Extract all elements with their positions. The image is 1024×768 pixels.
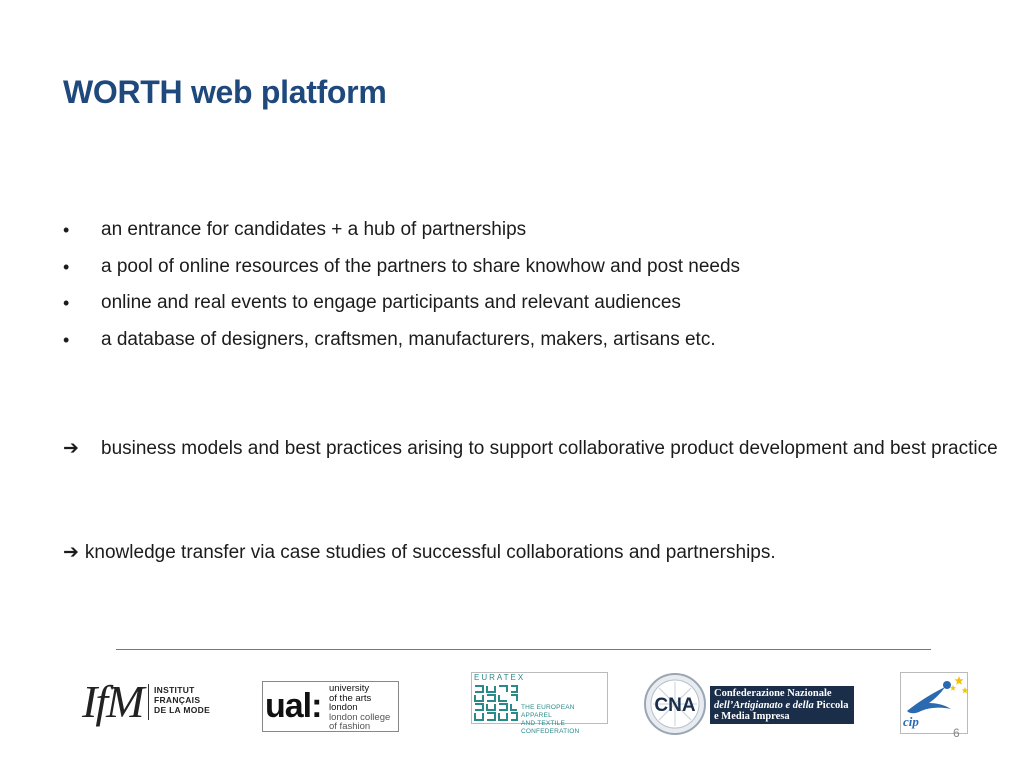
cna-text-line: Confederazione Nazionale bbox=[714, 688, 832, 699]
bullet-list bbox=[63, 212, 963, 358]
cna-mark: CNA bbox=[654, 695, 696, 716]
arrow-point-text: business models and best practices arising to support collaborative product development and best practice bbox=[101, 438, 998, 459]
page-number: 6 bbox=[953, 726, 960, 740]
cna-text-box bbox=[710, 686, 854, 724]
ual-text-line: london college bbox=[329, 711, 391, 723]
ifm-text-line: INSTITUT bbox=[154, 685, 195, 695]
arrow-point-business-models bbox=[63, 434, 1001, 464]
bullet-item bbox=[63, 212, 963, 249]
slide-title: WORTH web platform bbox=[63, 74, 387, 110]
cna-text-italic: dell’Artigianato bbox=[714, 699, 786, 711]
bullet-icon: • bbox=[63, 293, 70, 313]
cna-logo bbox=[643, 672, 858, 740]
arrow-right-icon: ➔ bbox=[63, 542, 79, 563]
bullet-text: an entrance for candidates + a hub of partnerships bbox=[101, 219, 527, 240]
ifm-divider bbox=[148, 684, 149, 720]
ifm-text-line: FRANÇAIS bbox=[154, 695, 201, 705]
ual-logo bbox=[262, 681, 399, 732]
bullet-icon: • bbox=[63, 329, 70, 350]
ual-text bbox=[329, 684, 390, 732]
bullet-text: online and real events to engage participants and relevant audiences bbox=[101, 292, 681, 313]
bullet-icon: • bbox=[63, 220, 70, 240]
cna-text-plain: Piccola bbox=[813, 699, 849, 711]
euratex-text-line: THE EUROPEAN APPAREL bbox=[521, 704, 575, 719]
euratex-text bbox=[521, 704, 607, 736]
cna-text-italic: e della bbox=[785, 699, 814, 711]
ifm-text bbox=[154, 685, 210, 715]
cna-text-line: e Media Impresa bbox=[714, 711, 790, 722]
cna-text-line bbox=[714, 700, 850, 712]
cna-emblem-icon bbox=[643, 672, 707, 736]
footer-divider bbox=[116, 649, 931, 650]
cip-logo bbox=[900, 672, 968, 734]
bullet-item bbox=[63, 249, 963, 286]
euratex-pattern-icon bbox=[474, 684, 518, 722]
arrow-right-icon: ➔ bbox=[63, 438, 79, 459]
ifm-logo bbox=[82, 674, 212, 730]
bullet-item bbox=[63, 285, 963, 322]
ifm-mark: IfM bbox=[82, 676, 143, 727]
ual-mark: ual: bbox=[265, 687, 322, 725]
ual-text-line: london bbox=[329, 702, 358, 714]
bullet-item bbox=[63, 322, 963, 359]
ual-text-line: university bbox=[329, 683, 370, 694]
bullet-icon: • bbox=[63, 256, 70, 277]
cip-mark: cip bbox=[903, 714, 919, 729]
euratex-word: EURATEX bbox=[474, 673, 526, 682]
ual-text-line: of the arts bbox=[329, 692, 372, 704]
bullet-text: a database of designers, craftsmen, manufacturers, makers, artisans etc. bbox=[101, 328, 716, 350]
arrow-point-knowledge-transfer bbox=[63, 538, 963, 568]
ual-text-line: of fashion bbox=[329, 721, 371, 733]
partner-logos bbox=[0, 660, 1024, 760]
euratex-logo bbox=[471, 672, 608, 735]
arrow-point-text: knowledge transfer via case studies of successful collaborations and partnerships. bbox=[84, 542, 776, 563]
ifm-text-line: DE LA MODE bbox=[154, 705, 211, 715]
euratex-text-line: AND TEXTILE CONFEDERATION bbox=[521, 720, 580, 735]
bullet-text: a pool of online resources of the partners to share knowhow and post needs bbox=[101, 255, 741, 277]
